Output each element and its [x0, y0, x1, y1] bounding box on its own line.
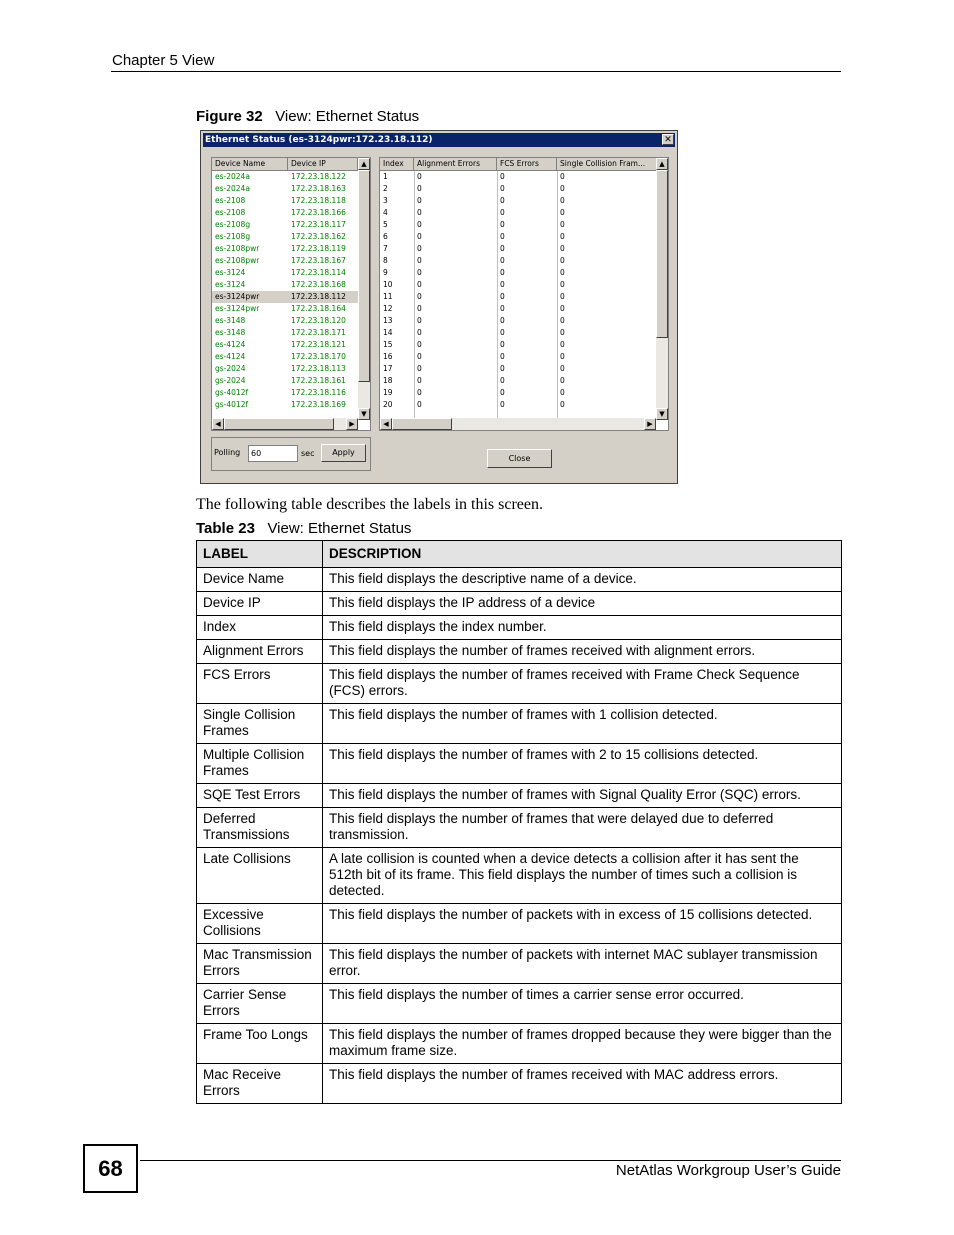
scroll-thumb[interactable] — [224, 418, 334, 430]
device-row[interactable] — [212, 339, 358, 351]
device-name-cell: es-2108g — [215, 220, 251, 229]
device-row[interactable] — [212, 267, 358, 279]
device-ip-cell: 172.23.18.121 — [291, 340, 346, 349]
device-name-cell: es-2024a — [215, 172, 250, 181]
intro-text: The following table describes the labels in this screen. — [196, 496, 544, 513]
label-cell: FCS Errors — [197, 664, 323, 704]
alignment-errors-cell: 0 — [417, 208, 422, 217]
device-row[interactable] — [212, 399, 358, 411]
port-row[interactable] — [380, 387, 656, 399]
alignment-errors-cell: 0 — [417, 304, 422, 313]
port-status-list — [379, 157, 669, 431]
figure-title: View: Ethernet Status — [275, 108, 420, 125]
port-row[interactable] — [380, 267, 656, 279]
device-name-cell: gs-4012f — [215, 400, 249, 409]
alignment-errors-cell: 0 — [417, 244, 422, 253]
scroll-right-icon[interactable]: ▶ — [644, 418, 656, 430]
description-cell: This field displays the number of frames that were delayed due to deferred transmission. — [323, 808, 842, 848]
alignment-errors-cell: 0 — [417, 268, 422, 277]
table-row — [197, 744, 842, 784]
description-cell: A late collision is counted when a device detects a collision after it has sent the 512th bit of its frame. This field displays the number of times such a collision is detected. — [323, 848, 842, 904]
device-row[interactable] — [212, 327, 358, 339]
fcs-errors-cell: 0 — [500, 376, 505, 385]
port-row[interactable] — [380, 363, 656, 375]
port-index-cell: 19 — [383, 388, 393, 397]
column-header-index[interactable]: Index — [380, 158, 414, 171]
device-name-cell: es-2108pwr — [215, 244, 260, 253]
single-collision-cell: 0 — [560, 268, 565, 277]
label-cell: Late Collisions — [197, 848, 323, 904]
device-ip-cell: 172.23.18.167 — [291, 256, 346, 265]
label-cell: Single Collision Frames — [197, 704, 323, 744]
alignment-errors-cell: 0 — [417, 340, 422, 349]
polling-interval-input[interactable] — [248, 445, 298, 462]
guide-title: NetAtlas Workgroup User’s Guide — [615, 1162, 841, 1179]
table-row — [197, 592, 842, 616]
table-row — [197, 1064, 842, 1104]
label-cell: Device Name — [197, 568, 323, 592]
device-name-cell: gs-2024 — [215, 376, 246, 385]
device-row[interactable] — [212, 375, 358, 387]
polling-group — [211, 437, 371, 471]
table-row — [197, 704, 842, 744]
description-cell: This field displays the number of frames dropped because they were bigger than the maximum frame size. — [323, 1024, 842, 1064]
port-index-cell: 12 — [383, 304, 393, 313]
device-ip-cell: 172.23.18.118 — [291, 196, 346, 205]
description-cell: This field displays the index number. — [323, 616, 842, 640]
description-cell: This field displays the number of frames with 2 to 15 collisions detected. — [323, 744, 842, 784]
single-collision-cell: 0 — [560, 256, 565, 265]
single-collision-cell: 0 — [560, 208, 565, 217]
fcs-errors-cell: 0 — [500, 400, 505, 409]
device-row[interactable] — [212, 231, 358, 243]
polling-label: Polling — [214, 448, 241, 457]
port-index-cell: 20 — [383, 400, 393, 409]
single-collision-cell: 0 — [560, 328, 565, 337]
fcs-errors-cell: 0 — [500, 220, 505, 229]
table-title: View: Ethernet Status — [267, 520, 412, 537]
device-name-cell: es-4124 — [215, 340, 246, 349]
device-list-horizontal-scrollbar[interactable] — [212, 418, 358, 430]
table-row — [197, 984, 842, 1024]
header-label: LABEL — [197, 541, 323, 568]
device-row[interactable] — [212, 279, 358, 291]
device-ip-cell: 172.23.18.170 — [291, 352, 346, 361]
label-cell: Alignment Errors — [197, 640, 323, 664]
device-name-cell: es-3124pwr — [215, 304, 260, 313]
single-collision-cell: 0 — [560, 376, 565, 385]
port-index-cell: 9 — [383, 268, 388, 277]
fcs-errors-cell: 0 — [500, 292, 505, 301]
table-row — [197, 944, 842, 984]
device-ip-cell: 172.23.18.164 — [291, 304, 346, 313]
port-row[interactable] — [380, 243, 656, 255]
device-row[interactable] — [212, 171, 358, 183]
port-row[interactable] — [380, 255, 656, 267]
device-ip-cell: 172.23.18.113 — [291, 364, 346, 373]
alignment-errors-cell: 0 — [417, 196, 422, 205]
port-row[interactable] — [380, 351, 656, 363]
device-name-cell: es-3148 — [215, 328, 246, 337]
column-header-fcs-errors[interactable]: FCS Errors — [497, 158, 557, 171]
port-row[interactable] — [380, 279, 656, 291]
single-collision-cell: 0 — [560, 220, 565, 229]
alignment-errors-cell: 0 — [417, 172, 422, 181]
single-collision-cell: 0 — [560, 244, 565, 253]
label-cell: Mac Transmission Errors — [197, 944, 323, 984]
port-index-cell: 4 — [383, 208, 388, 217]
device-ip-cell: 172.23.18.162 — [291, 232, 346, 241]
device-row[interactable] — [212, 351, 358, 363]
port-index-cell: 7 — [383, 244, 388, 253]
device-name-cell: es-4124 — [215, 352, 246, 361]
single-collision-cell: 0 — [560, 292, 565, 301]
scroll-down-icon[interactable]: ▼ — [656, 408, 668, 420]
port-index-cell: 18 — [383, 376, 393, 385]
alignment-errors-cell: 0 — [417, 328, 422, 337]
port-row[interactable] — [380, 291, 656, 303]
port-row[interactable] — [380, 231, 656, 243]
device-ip-cell: 172.23.18.168 — [291, 280, 346, 289]
description-cell: This field displays the number of times a carrier sense error occurred. — [323, 984, 842, 1024]
description-cell: This field displays the IP address of a device — [323, 592, 842, 616]
alignment-errors-cell: 0 — [417, 352, 422, 361]
port-row[interactable] — [380, 399, 656, 411]
table-row — [197, 616, 842, 640]
fcs-errors-cell: 0 — [500, 196, 505, 205]
header-rule — [111, 71, 841, 72]
fcs-errors-cell: 0 — [500, 172, 505, 181]
port-row[interactable] — [380, 183, 656, 195]
ethernet-status-window — [200, 130, 678, 484]
device-row[interactable] — [212, 243, 358, 255]
device-ip-cell: 172.23.18.163 — [291, 184, 346, 193]
device-name-cell: es-2108 — [215, 196, 246, 205]
device-name-cell: es-2108g — [215, 232, 251, 241]
single-collision-cell: 0 — [560, 400, 565, 409]
table-row — [197, 1024, 842, 1064]
device-list-vertical-scrollbar[interactable] — [358, 158, 370, 420]
port-index-cell: 10 — [383, 280, 393, 289]
label-cell: Index — [197, 616, 323, 640]
alignment-errors-cell: 0 — [417, 280, 422, 289]
scroll-thumb[interactable] — [392, 418, 452, 430]
label-cell: Carrier Sense Errors — [197, 984, 323, 1024]
device-row[interactable] — [212, 291, 358, 303]
port-index-cell: 17 — [383, 364, 393, 373]
port-index-cell: 8 — [383, 256, 388, 265]
description-cell: This field displays the number of frames received with alignment errors. — [323, 640, 842, 664]
apply-button[interactable]: Apply — [321, 444, 366, 462]
port-row[interactable] — [380, 327, 656, 339]
single-collision-cell: 0 — [560, 340, 565, 349]
port-row[interactable] — [380, 339, 656, 351]
figure-label: Figure 32 — [196, 108, 263, 125]
device-name-cell: es-3124pwr — [215, 292, 260, 301]
alignment-errors-cell: 0 — [417, 184, 422, 193]
device-list — [211, 157, 371, 431]
single-collision-cell: 0 — [560, 232, 565, 241]
single-collision-cell: 0 — [560, 316, 565, 325]
device-ip-cell: 172.23.18.169 — [291, 400, 346, 409]
scroll-up-icon[interactable]: ▲ — [656, 158, 668, 170]
port-index-cell: 14 — [383, 328, 393, 337]
scroll-down-icon[interactable]: ▼ — [358, 408, 370, 420]
column-header-alignment-errors[interactable]: Alignment Errors — [414, 158, 497, 171]
alignment-errors-cell: 0 — [417, 364, 422, 373]
table-row — [197, 808, 842, 848]
device-ip-cell: 172.23.18.116 — [291, 388, 346, 397]
table-row — [197, 784, 842, 808]
label-cell: Multiple Collision Frames — [197, 744, 323, 784]
fcs-errors-cell: 0 — [500, 304, 505, 313]
port-index-cell: 2 — [383, 184, 388, 193]
device-name-cell: es-2108 — [215, 208, 246, 217]
device-name-cell: es-2108pwr — [215, 256, 260, 265]
device-name-cell: es-3124 — [215, 268, 246, 277]
alignment-errors-cell: 0 — [417, 220, 422, 229]
window-title: Ethernet Status (es-3124pwr:172.23.18.112) — [205, 135, 433, 145]
single-collision-cell: 0 — [560, 304, 565, 313]
single-collision-cell: 0 — [560, 364, 565, 373]
label-cell: Frame Too Longs — [197, 1024, 323, 1064]
port-row[interactable] — [380, 375, 656, 387]
scroll-left-icon[interactable]: ◀ — [212, 418, 224, 430]
description-cell: This field displays the number of frames with Signal Quality Error (SQC) errors. — [323, 784, 842, 808]
device-name-cell: es-3124 — [215, 280, 246, 289]
fcs-errors-cell: 0 — [500, 184, 505, 193]
label-cell: SQE Test Errors — [197, 784, 323, 808]
fcs-errors-cell: 0 — [500, 340, 505, 349]
table-row — [197, 640, 842, 664]
column-header-single-collision[interactable]: Single Collision Fram... — [557, 158, 657, 171]
device-row[interactable] — [212, 195, 358, 207]
footer-rule — [140, 1160, 841, 1161]
device-ip-cell: 172.23.18.119 — [291, 244, 346, 253]
scroll-left-icon[interactable]: ◀ — [380, 418, 392, 430]
single-collision-cell: 0 — [560, 352, 565, 361]
header-description: DESCRIPTION — [323, 541, 842, 568]
alignment-errors-cell: 0 — [417, 232, 422, 241]
port-index-cell: 15 — [383, 340, 393, 349]
device-name-cell: es-3148 — [215, 316, 246, 325]
port-list-horizontal-scrollbar[interactable] — [380, 418, 656, 430]
label-cell: Deferred Transmissions — [197, 808, 323, 848]
polling-unit-label: sec — [301, 449, 315, 458]
description-cell: This field displays the number of frames with 1 collision detected. — [323, 704, 842, 744]
table-label: Table 23 — [196, 520, 255, 537]
single-collision-cell: 0 — [560, 184, 565, 193]
device-row[interactable] — [212, 387, 358, 399]
scroll-up-icon[interactable]: ▲ — [358, 158, 370, 170]
fcs-errors-cell: 0 — [500, 352, 505, 361]
port-index-cell: 5 — [383, 220, 388, 229]
fcs-errors-cell: 0 — [500, 280, 505, 289]
single-collision-cell: 0 — [560, 280, 565, 289]
device-row[interactable] — [212, 303, 358, 315]
table-caption — [196, 520, 411, 537]
port-index-cell: 13 — [383, 316, 393, 325]
device-ip-cell: 172.23.18.117 — [291, 220, 346, 229]
port-row[interactable] — [380, 315, 656, 327]
scroll-thumb[interactable] — [358, 170, 370, 382]
label-description-table — [196, 540, 842, 1104]
device-row[interactable] — [212, 183, 358, 195]
fcs-errors-cell: 0 — [500, 388, 505, 397]
port-list-vertical-scrollbar[interactable] — [656, 158, 668, 420]
chapter-header: Chapter 5 View — [112, 52, 215, 69]
table-row — [197, 664, 842, 704]
device-row[interactable] — [212, 219, 358, 231]
device-row[interactable] — [212, 207, 358, 219]
device-ip-cell: 172.23.18.120 — [291, 316, 346, 325]
port-index-cell: 6 — [383, 232, 388, 241]
fcs-errors-cell: 0 — [500, 208, 505, 217]
device-ip-cell: 172.23.18.122 — [291, 172, 346, 181]
port-index-cell: 1 — [383, 172, 388, 181]
device-ip-cell: 172.23.18.166 — [291, 208, 346, 217]
device-ip-cell: 172.23.18.112 — [291, 292, 346, 301]
alignment-errors-cell: 0 — [417, 376, 422, 385]
label-cell: Mac Receive Errors — [197, 1064, 323, 1104]
fcs-errors-cell: 0 — [500, 316, 505, 325]
table-row — [197, 904, 842, 944]
label-cell: Excessive Collisions — [197, 904, 323, 944]
description-cell: This field displays the number of packets with in excess of 15 collisions detected. — [323, 904, 842, 944]
device-name-cell: es-2024a — [215, 184, 250, 193]
device-ip-cell: 172.23.18.171 — [291, 328, 346, 337]
fcs-errors-cell: 0 — [500, 232, 505, 241]
table-row — [197, 568, 842, 592]
table-row — [197, 848, 842, 904]
device-name-cell: gs-2024 — [215, 364, 246, 373]
device-row[interactable] — [212, 255, 358, 267]
port-row[interactable] — [380, 195, 656, 207]
column-header-device-ip[interactable]: Device IP — [288, 158, 358, 171]
table-header-row — [197, 541, 842, 568]
fcs-errors-cell: 0 — [500, 268, 505, 277]
alignment-errors-cell: 0 — [417, 292, 422, 301]
alignment-errors-cell: 0 — [417, 316, 422, 325]
single-collision-cell: 0 — [560, 388, 565, 397]
close-button[interactable]: Close — [487, 449, 552, 468]
device-name-cell: gs-4012f — [215, 388, 249, 397]
label-cell: Device IP — [197, 592, 323, 616]
port-row[interactable] — [380, 207, 656, 219]
device-ip-cell: 172.23.18.114 — [291, 268, 346, 277]
description-cell: This field displays the number of frames received with Frame Check Sequence (FCS) errors. — [323, 664, 842, 704]
scroll-right-icon[interactable]: ▶ — [346, 418, 358, 430]
alignment-errors-cell: 0 — [417, 400, 422, 409]
port-row[interactable] — [380, 303, 656, 315]
single-collision-cell: 0 — [560, 172, 565, 181]
description-cell: This field displays the number of packets with internet MAC sublayer transmission error. — [323, 944, 842, 984]
port-row[interactable] — [380, 171, 656, 183]
port-index-cell: 3 — [383, 196, 388, 205]
port-row[interactable] — [380, 219, 656, 231]
fcs-errors-cell: 0 — [500, 328, 505, 337]
device-row[interactable] — [212, 315, 358, 327]
column-header-device-name[interactable]: Device Name — [212, 158, 288, 171]
fcs-errors-cell: 0 — [500, 364, 505, 373]
port-index-cell: 16 — [383, 352, 393, 361]
description-cell: This field displays the descriptive name of a device. — [323, 568, 842, 592]
alignment-errors-cell: 0 — [417, 388, 422, 397]
page-number: 68 — [83, 1144, 138, 1193]
port-index-cell: 11 — [383, 292, 393, 301]
scroll-thumb[interactable] — [656, 170, 668, 338]
fcs-errors-cell: 0 — [500, 244, 505, 253]
device-row[interactable] — [212, 363, 358, 375]
alignment-errors-cell: 0 — [417, 256, 422, 265]
description-cell: This field displays the number of frames received with MAC address errors. — [323, 1064, 842, 1104]
device-ip-cell: 172.23.18.161 — [291, 376, 346, 385]
single-collision-cell: 0 — [560, 196, 565, 205]
window-titlebar — [203, 133, 675, 147]
figure-caption — [196, 108, 419, 125]
window-close-icon[interactable]: ✕ — [662, 134, 674, 145]
fcs-errors-cell: 0 — [500, 256, 505, 265]
